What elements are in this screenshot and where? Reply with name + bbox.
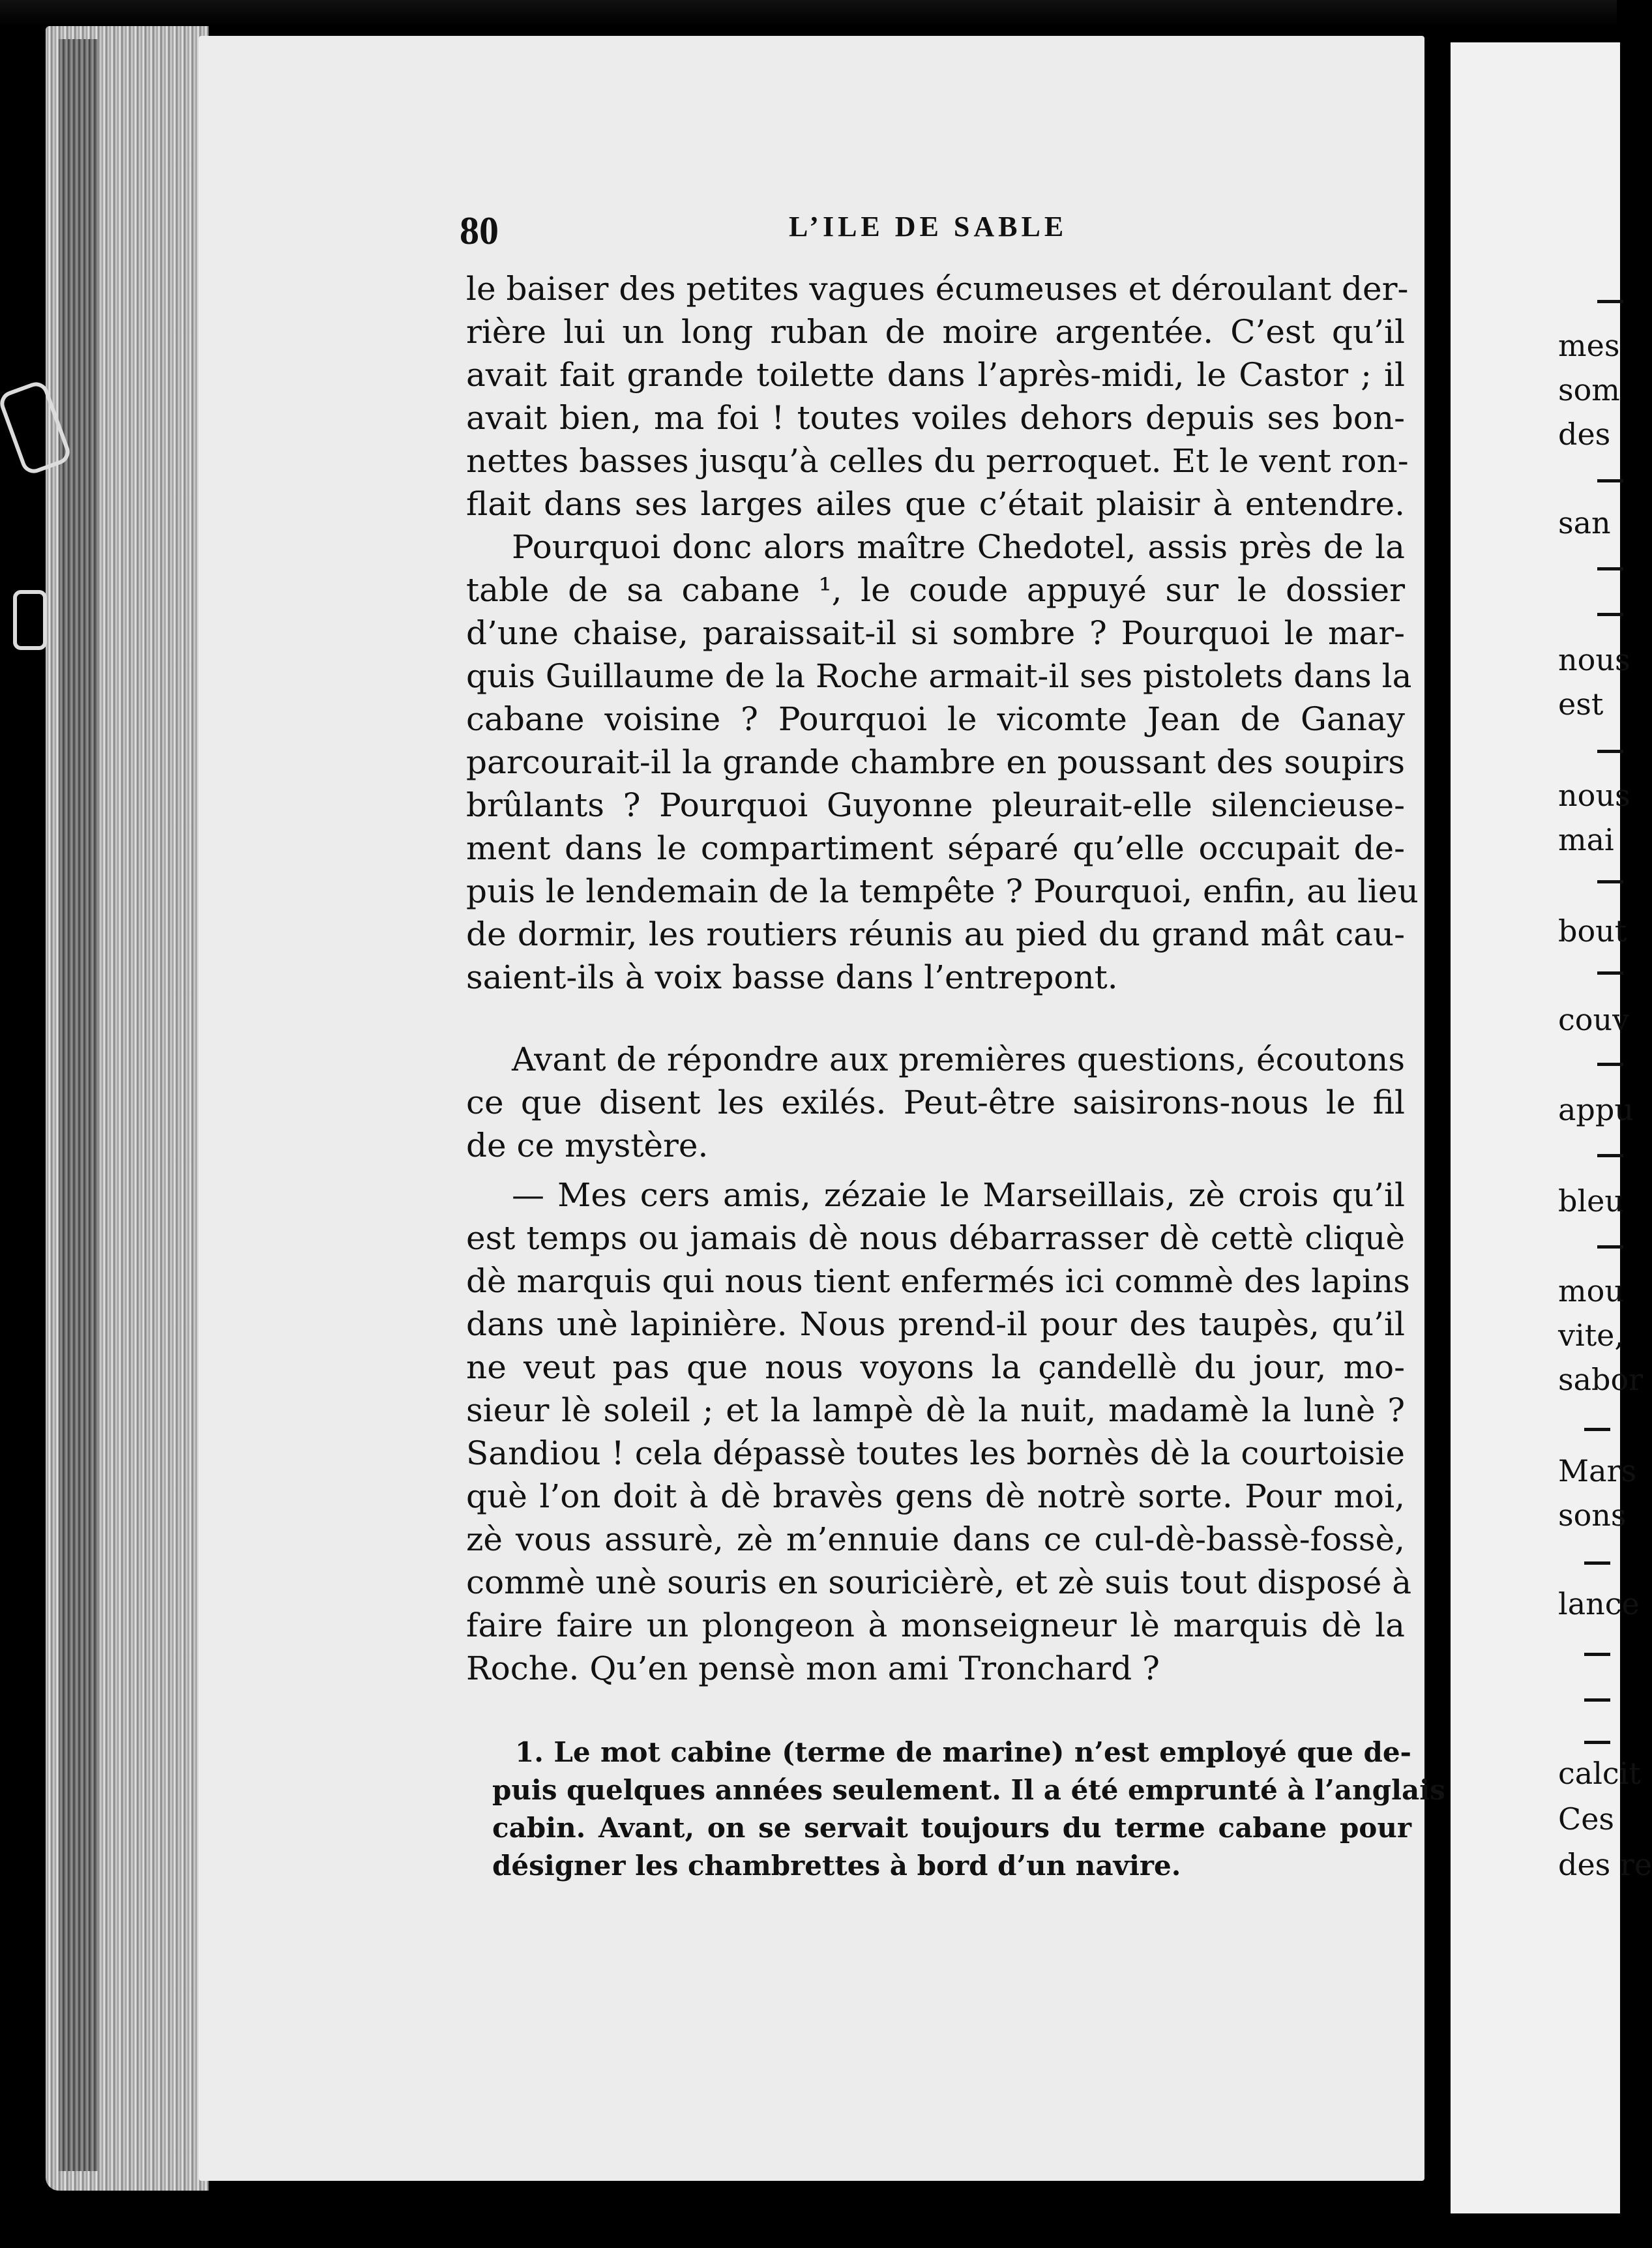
footnote-line: 1. Le mot cabine (terme de marine) n’est employé que de- bbox=[515, 1736, 1411, 1768]
text-line: est temps ou jamais dè nous débarrasser dè cettè cliquè bbox=[466, 1219, 1405, 1257]
text-line: puis le lendemain de la tempête ? Pourquoi, enfin, au lieu bbox=[466, 872, 1419, 910]
facing-dash bbox=[1597, 567, 1623, 570]
text-line: ne veut pas que nous voyons la çandellè du jour, mo- bbox=[466, 1348, 1405, 1386]
text-line: flait dans ses larges ailes que c’était plaisir à entendre. bbox=[466, 485, 1405, 523]
footnote-line: désigner les chambrettes à bord d’un navire. bbox=[492, 1850, 1181, 1882]
facing-line: des re bbox=[1558, 1847, 1652, 1882]
text-line: d’une chaise, paraissait-il si sombre ? Pourquoi le mar- bbox=[466, 614, 1405, 652]
text-line: Avant de répondre aux premières questions, écoutons bbox=[512, 1041, 1405, 1078]
facing-line: couv bbox=[1558, 1002, 1630, 1037]
text-line: — Mes cers amis, zézaie le Marseillais, zè crois qu’il bbox=[512, 1176, 1405, 1214]
footnote-line: cabin. Avant, on se servait toujours du terme cabane pour bbox=[492, 1812, 1411, 1844]
facing-dash bbox=[1597, 1245, 1623, 1249]
facing-dash bbox=[1597, 1154, 1623, 1157]
facing-dash bbox=[1584, 1561, 1610, 1565]
facing-line: lance bbox=[1558, 1586, 1640, 1621]
facing-line: bleu bbox=[1558, 1183, 1625, 1219]
text-line: avait bien, ma foi ! toutes voiles dehors depuis ses bon- bbox=[466, 399, 1405, 437]
binding-clip-icon bbox=[13, 590, 47, 650]
facing-dash bbox=[1597, 880, 1623, 883]
text-line: faire faire un plongeon à monseigneur lè marquis dè la bbox=[466, 1606, 1405, 1644]
text-line: de ce mystère. bbox=[466, 1127, 709, 1164]
running-title: L’ILE DE SABLE bbox=[789, 211, 1068, 243]
text-line: ce que disent les exilés. Peut-être saisirons-nous le fil bbox=[466, 1084, 1405, 1121]
facing-line: sons bbox=[1558, 1498, 1627, 1533]
facing-dash bbox=[1597, 750, 1623, 753]
text-line: Pourquoi donc alors maître Chedotel, assis près de la bbox=[512, 528, 1405, 566]
facing-line: calcit bbox=[1558, 1756, 1641, 1791]
facing-line: bout bbox=[1558, 913, 1627, 949]
facing-line: appu bbox=[1558, 1092, 1634, 1127]
facing-line: Ces bbox=[1558, 1801, 1615, 1837]
text-line: nettes basses jusqu’à celles du perroquet. Et le vent ron- bbox=[466, 442, 1409, 480]
text-line: le baiser des petites vagues écumeuses et déroulant der- bbox=[466, 270, 1409, 308]
text-line: table de sa cabane ¹, le coude appuyé sur le dossier bbox=[466, 571, 1405, 609]
text-line: parcourait-il la grande chambre en poussant des soupirs bbox=[466, 743, 1405, 781]
facing-line: vite, bbox=[1558, 1318, 1625, 1353]
text-line: zè vous assurè, zè m’ennuie dans ce cul-dè-bassè-fossè, bbox=[466, 1520, 1405, 1558]
text-line: cabane voisine ? Pourquoi le vicomte Jean de Ganay bbox=[466, 700, 1405, 738]
text-line: commè unè souris en souricièrè, et zè suis tout disposé à bbox=[466, 1563, 1412, 1601]
text-line: dè marquis qui nous tient enfermés ici commè des lapins bbox=[466, 1262, 1410, 1300]
text-line: ment dans le compartiment séparé qu’elle occupait de- bbox=[466, 829, 1405, 867]
facing-line: nous bbox=[1558, 778, 1630, 813]
text-line: rière lui un long ruban de moire argentée. C’est qu’il bbox=[466, 313, 1405, 351]
facing-line: des bbox=[1558, 417, 1611, 452]
text-line: Roche. Qu’en pensè mon ami Tronchard ? bbox=[466, 1649, 1160, 1687]
facing-dash bbox=[1584, 1741, 1610, 1744]
text-line: què l’on doit à dè bravès gens dè notrè sorte. Pour moi, bbox=[466, 1477, 1405, 1515]
facing-dash bbox=[1584, 1428, 1610, 1431]
facing-line: mai bbox=[1558, 822, 1614, 857]
facing-dash bbox=[1597, 613, 1623, 616]
facing-dash bbox=[1584, 1653, 1610, 1656]
page-number: 80 bbox=[460, 209, 499, 252]
text-line: dans unè lapinière. Nous prend-il pour des taupès, qu’il bbox=[466, 1305, 1405, 1343]
facing-dash bbox=[1597, 300, 1623, 303]
text-line: sieur lè soleil ; et la lampè dè la nuit, madamè la lunè ? bbox=[466, 1391, 1405, 1429]
facing-dash bbox=[1597, 479, 1623, 482]
facing-line: san bbox=[1558, 505, 1611, 540]
facing-dash bbox=[1597, 1063, 1623, 1066]
facing-dash bbox=[1597, 971, 1623, 975]
facing-line: Mars bbox=[1558, 1453, 1637, 1488]
text-line: quis Guillaume de la Roche armait-il ses pistolets dans la bbox=[466, 657, 1412, 695]
text-line: saient-ils à voix basse dans l’entrepont. bbox=[466, 958, 1118, 996]
facing-line: nous bbox=[1558, 642, 1630, 677]
footnote-line: puis quelques années seulement. Il a été emprunté à l’anglais bbox=[492, 1774, 1445, 1806]
scan-top-strip bbox=[0, 0, 1617, 26]
facing-line: mes bbox=[1558, 328, 1620, 363]
text-line: brûlants ? Pourquoi Guyonne pleurait-elle silencieuse- bbox=[466, 786, 1405, 824]
facing-dash bbox=[1584, 1698, 1610, 1702]
facing-line: mou bbox=[1558, 1273, 1624, 1309]
facing-line: sabor bbox=[1558, 1362, 1644, 1397]
facing-line: est bbox=[1558, 687, 1604, 722]
text-line: de dormir, les routiers réunis au pied du grand mât cau- bbox=[466, 915, 1405, 953]
book-spine-edge bbox=[59, 39, 98, 2171]
text-line: Sandiou ! cela dépassè toutes les bornès dè la courtoisie bbox=[466, 1434, 1405, 1472]
facing-line: som bbox=[1558, 372, 1620, 407]
text-line: avait fait grande toilette dans l’après-midi, le Castor ; il bbox=[466, 356, 1405, 394]
